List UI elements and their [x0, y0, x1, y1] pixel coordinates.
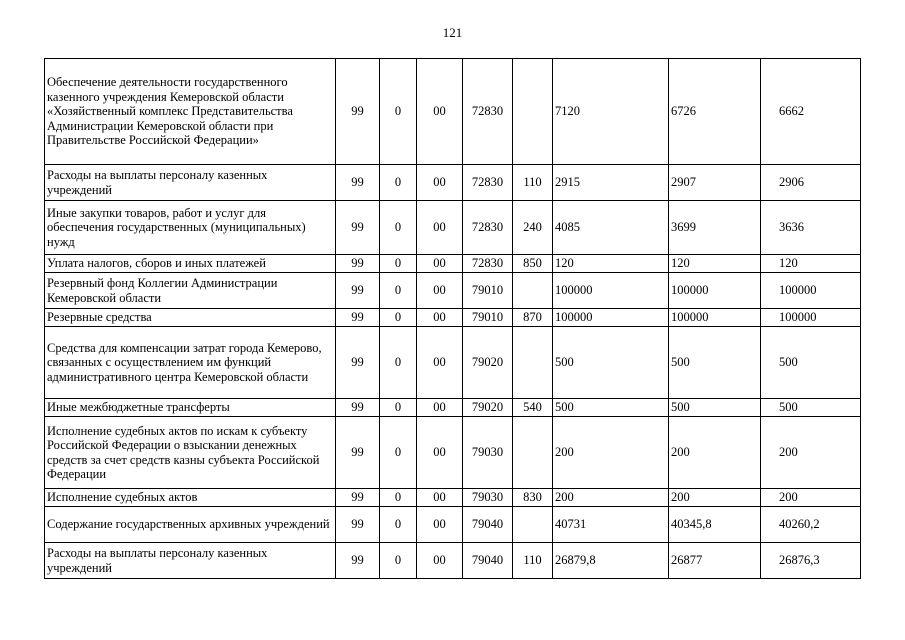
- code-cell: 99: [336, 543, 380, 579]
- code-cell: 0: [380, 309, 417, 327]
- table-row: [45, 399, 861, 417]
- code-cell: 0: [380, 399, 417, 417]
- code-cell: 99: [336, 417, 380, 489]
- code-cell: 00: [417, 327, 463, 399]
- table-row: [45, 165, 861, 201]
- table-row: [45, 59, 861, 165]
- table-row: [45, 255, 861, 273]
- table-row: [45, 309, 861, 327]
- row-name-cell: Уплата налогов, сборов и иных платежей: [45, 255, 336, 273]
- code-cell: 0: [380, 201, 417, 255]
- amount-cell: 200: [761, 417, 861, 489]
- amount-cell: 120: [553, 255, 669, 273]
- code-cell: 00: [417, 507, 463, 543]
- row-name-cell: Иные закупки товаров, работ и услуг для обеспечения государственных (муниципальных) нужд: [45, 201, 336, 255]
- code-cell: 79010: [463, 273, 513, 309]
- amount-cell: 40345,8: [669, 507, 761, 543]
- amount-cell: 26879,8: [553, 543, 669, 579]
- code-cell: 850: [513, 255, 553, 273]
- code-cell: 79010: [463, 309, 513, 327]
- table-row: [45, 543, 861, 579]
- amount-cell: 3699: [669, 201, 761, 255]
- amount-cell: 100000: [553, 309, 669, 327]
- code-cell: 00: [417, 201, 463, 255]
- row-name-cell: Резервный фонд Коллегии Администрации Кемеровской области: [45, 273, 336, 309]
- code-cell: 0: [380, 327, 417, 399]
- amount-cell: 500: [761, 327, 861, 399]
- table-row: [45, 507, 861, 543]
- code-cell: 00: [417, 255, 463, 273]
- amount-cell: 7120: [553, 59, 669, 165]
- code-cell: 99: [336, 59, 380, 165]
- amount-cell: 100000: [669, 273, 761, 309]
- code-cell: 0: [380, 417, 417, 489]
- amount-cell: 100000: [761, 309, 861, 327]
- amount-cell: 6726: [669, 59, 761, 165]
- code-cell: 99: [336, 327, 380, 399]
- code-cell: 870: [513, 309, 553, 327]
- code-cell: 72830: [463, 165, 513, 201]
- row-name-cell: Резервные средства: [45, 309, 336, 327]
- amount-cell: 6662: [761, 59, 861, 165]
- code-cell: 00: [417, 59, 463, 165]
- amount-cell: 2907: [669, 165, 761, 201]
- row-name-cell: Иные межбюджетные трансферты: [45, 399, 336, 417]
- amount-cell: 26876,3: [761, 543, 861, 579]
- amount-cell: 100000: [553, 273, 669, 309]
- code-cell: 00: [417, 309, 463, 327]
- code-cell: [513, 327, 553, 399]
- amount-cell: 500: [553, 399, 669, 417]
- code-cell: 00: [417, 273, 463, 309]
- amount-cell: 200: [553, 417, 669, 489]
- code-cell: 79040: [463, 507, 513, 543]
- code-cell: 99: [336, 201, 380, 255]
- code-cell: 0: [380, 507, 417, 543]
- row-name-cell: Исполнение судебных актов по искам к субъекту Российской Федерации о взыскании денежных средств за счет средств казны субъекта Российской Федерации: [45, 417, 336, 489]
- code-cell: 00: [417, 489, 463, 507]
- row-name-cell: Средства для компенсации затрат города Кемерово, связанных с осуществлением им функций административного центра Кемеровской области: [45, 327, 336, 399]
- row-name-cell: Исполнение судебных актов: [45, 489, 336, 507]
- table-row: [45, 489, 861, 507]
- amount-cell: 500: [669, 399, 761, 417]
- code-cell: 00: [417, 417, 463, 489]
- code-cell: [513, 59, 553, 165]
- amount-cell: 200: [761, 489, 861, 507]
- amount-cell: 100000: [761, 273, 861, 309]
- amount-cell: 200: [669, 489, 761, 507]
- code-cell: [513, 273, 553, 309]
- code-cell: 00: [417, 165, 463, 201]
- code-cell: 0: [380, 255, 417, 273]
- code-cell: 110: [513, 165, 553, 201]
- code-cell: [513, 507, 553, 543]
- table-row: [45, 327, 861, 399]
- amount-cell: 4085: [553, 201, 669, 255]
- code-cell: [513, 417, 553, 489]
- amount-cell: 100000: [669, 309, 761, 327]
- code-cell: 79040: [463, 543, 513, 579]
- row-name-cell: Содержание государственных архивных учреждений: [45, 507, 336, 543]
- amount-cell: 40731: [553, 507, 669, 543]
- row-name-cell: Расходы на выплаты персоналу казенных учреждений: [45, 543, 336, 579]
- amount-cell: 26877: [669, 543, 761, 579]
- page-number: 121: [442, 25, 463, 40]
- code-cell: 0: [380, 489, 417, 507]
- amount-cell: 2906: [761, 165, 861, 201]
- amount-cell: 120: [669, 255, 761, 273]
- code-cell: 830: [513, 489, 553, 507]
- budget-table: [44, 58, 861, 579]
- table-row: [45, 201, 861, 255]
- amount-cell: 200: [669, 417, 761, 489]
- code-cell: 99: [336, 165, 380, 201]
- amount-cell: 2915: [553, 165, 669, 201]
- code-cell: 0: [380, 165, 417, 201]
- table-row: [45, 273, 861, 309]
- amount-cell: 40260,2: [761, 507, 861, 543]
- code-cell: 540: [513, 399, 553, 417]
- table-row: [45, 417, 861, 489]
- code-cell: 72830: [463, 255, 513, 273]
- code-cell: 00: [417, 399, 463, 417]
- code-cell: 99: [336, 273, 380, 309]
- code-cell: 99: [336, 255, 380, 273]
- code-cell: 110: [513, 543, 553, 579]
- amount-cell: 200: [553, 489, 669, 507]
- code-cell: 79020: [463, 399, 513, 417]
- amount-cell: 500: [761, 399, 861, 417]
- code-cell: 0: [380, 59, 417, 165]
- row-name-cell: Расходы на выплаты персоналу казенных учреждений: [45, 165, 336, 201]
- amount-cell: 120: [761, 255, 861, 273]
- amount-cell: 500: [553, 327, 669, 399]
- code-cell: 00: [417, 543, 463, 579]
- code-cell: 79030: [463, 417, 513, 489]
- code-cell: 72830: [463, 201, 513, 255]
- amount-cell: 3636: [761, 201, 861, 255]
- row-name-cell: Обеспечение деятельности государственного казенного учреждения Кемеровской области «Хозяйственный комплекс Представительства Администрации Кемеровской области при Правительстве Российской Федерации»: [45, 59, 336, 165]
- code-cell: 72830: [463, 59, 513, 165]
- code-cell: 99: [336, 309, 380, 327]
- code-cell: 79030: [463, 489, 513, 507]
- code-cell: 0: [380, 543, 417, 579]
- code-cell: 240: [513, 201, 553, 255]
- code-cell: 0: [380, 273, 417, 309]
- code-cell: 99: [336, 399, 380, 417]
- code-cell: 99: [336, 507, 380, 543]
- amount-cell: 500: [669, 327, 761, 399]
- code-cell: 99: [336, 489, 380, 507]
- code-cell: 79020: [463, 327, 513, 399]
